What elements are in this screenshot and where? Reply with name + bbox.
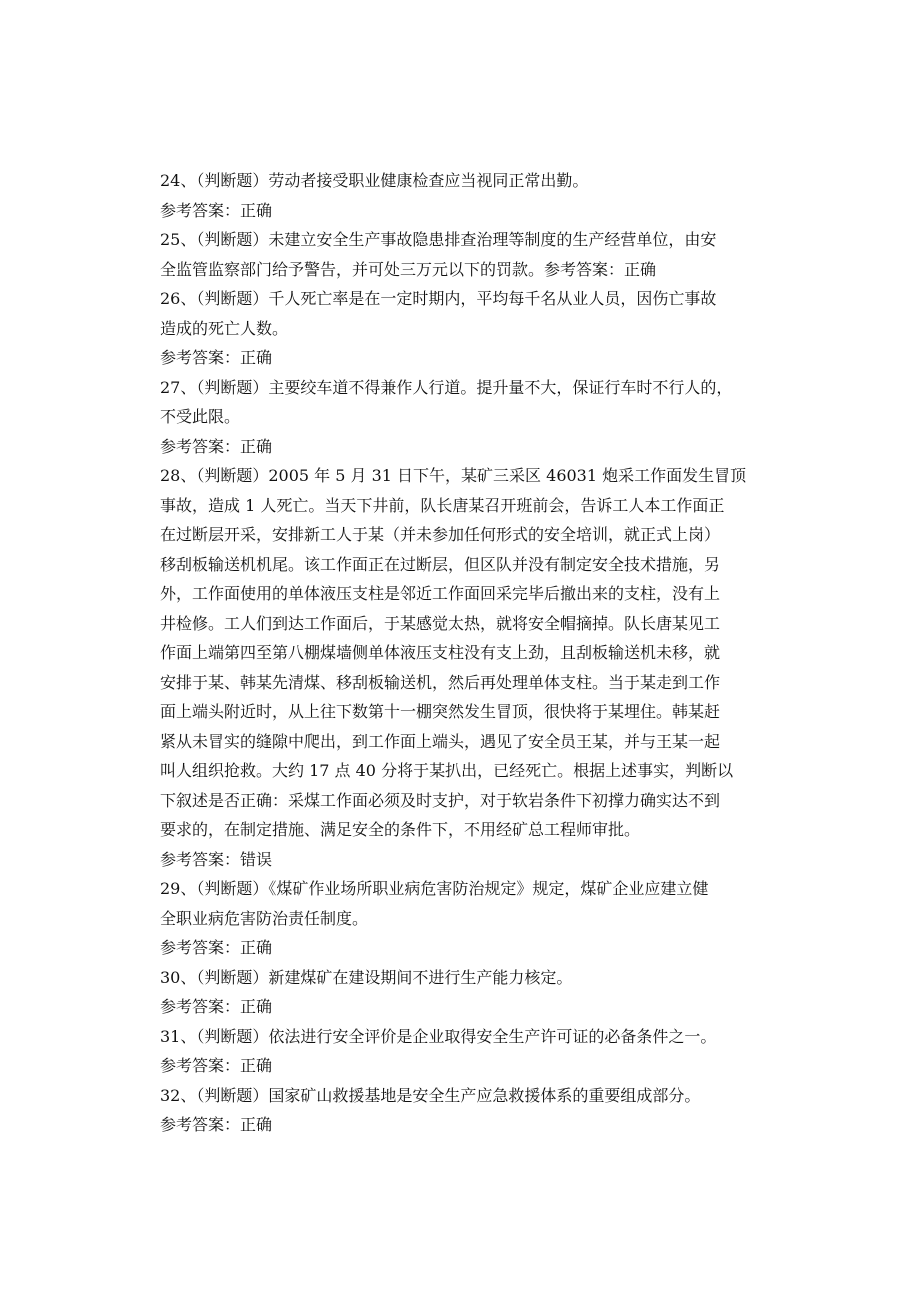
answer-text: 参考答案：正确 (160, 436, 273, 456)
question-text: 全监管监察部门给予警告，并可处三万元以下的罚款。参考答案：正确 (160, 259, 657, 279)
answer-text: 参考答案：错误 (160, 849, 273, 869)
answer-text: 参考答案：正确 (160, 1115, 273, 1134)
question-text: 造成的死亡人数。 (160, 318, 289, 338)
question-31 (160, 1022, 770, 1081)
question-text: 全职业病危害防治责任制度。 (160, 908, 369, 928)
question-text: 下叙述是否正确：采煤工作面必须及时支护，对于软岩条件下初撑力确实达不到 (160, 790, 721, 810)
question-28 (160, 461, 770, 874)
question-text: 30、（判断题）新建煤矿在建设期间不进行生产能力核定。 (160, 967, 573, 987)
question-text: 27、（判断题）主要绞车道不得兼作人行道。提升量不大，保证行车时不行人的， (160, 377, 733, 397)
question-text: 要求的，在制定措施、满足安全的条件下，不用经矿总工程师审批。 (160, 820, 641, 839)
answer-text: 参考答案：正确 (160, 1056, 273, 1075)
question-29 (160, 874, 770, 963)
question-text: 紧从未冒实的缝隙中爬出，到工作面上端头，遇见了安全员王某，并与王某一起 (160, 731, 721, 751)
question-text: 作面上端第四至第八棚煤墙侧单体液压支柱没有支上劲，且刮板输送机未移，就 (160, 643, 721, 662)
question-text: 28、（判断题）2005 年 5 月 31 日下午，某矿三采区 46031 炮采工作面发生冒顶 (160, 466, 747, 485)
question-text: 移刮板输送机机尾。该工作面正在过断层，但区队并没有制定安全技术措施，另 (160, 554, 721, 574)
question-32 (160, 1081, 770, 1140)
question-text: 不受此限。 (160, 407, 241, 426)
question-text: 井检修。工人们到达工作面后，于某感觉太热，就将安全帽摘掉。队长唐某见工 (160, 613, 721, 633)
question-text: 在过断层开采，安排新工人于某（并未参加任何形式的安全培训，就正式上岗） (160, 525, 721, 544)
question-text: 26、（判断题）千人死亡率是在一定时期内，平均每千名从业人员，因伤亡事故 (160, 289, 717, 308)
question-text: 31、（判断题）依法进行安全评价是企业取得安全生产许可证的必备条件之一。 (160, 1026, 717, 1046)
answer-text: 参考答案：正确 (160, 938, 273, 957)
question-text: 面上端头附近时，从上往下数第十一棚突然发生冒顶，很快将于某埋住。韩某赶 (160, 702, 721, 721)
question-text: 24、（判断题）劳动者接受职业健康检查应当视同正常出勤。 (160, 171, 589, 190)
answer-text: 参考答案：正确 (160, 348, 273, 367)
question-text: 32、（判断题）国家矿山救援基地是安全生产应急救援体系的重要组成部分。 (160, 1085, 701, 1105)
question-text: 叫人组织抢救。大约 17 点 40 分将于某扒出，已经死亡。根据上述事实，判断以 (160, 761, 734, 780)
question-text: 事故，造成 1 人死亡。当天下井前，队长唐某召开班前会，告诉工人本工作面正 (160, 495, 725, 515)
answer-text: 参考答案：正确 (160, 997, 273, 1016)
question-30 (160, 963, 770, 1022)
question-25 (160, 225, 770, 284)
question-text: 外，工作面使用的单体液压支柱是邻近工作面回采完毕后撤出来的支柱，没有上 (160, 584, 721, 603)
question-text: 安排于某、韩某先清煤、移刮板输送机，然后再处理单体支柱。当于某走到工作 (160, 672, 721, 692)
question-text: 25、（判断题）未建立安全生产事故隐患排查治理等制度的生产经营单位，由安 (160, 230, 717, 249)
question-text: 29、（判断题）《煤矿作业场所职业病危害防治规定》规定，煤矿企业应建立健 (160, 879, 709, 898)
question-26 (160, 284, 770, 373)
answer-text: 参考答案：正确 (160, 200, 273, 220)
document-body (160, 166, 770, 1140)
question-27 (160, 373, 770, 462)
question-24 (160, 166, 770, 225)
